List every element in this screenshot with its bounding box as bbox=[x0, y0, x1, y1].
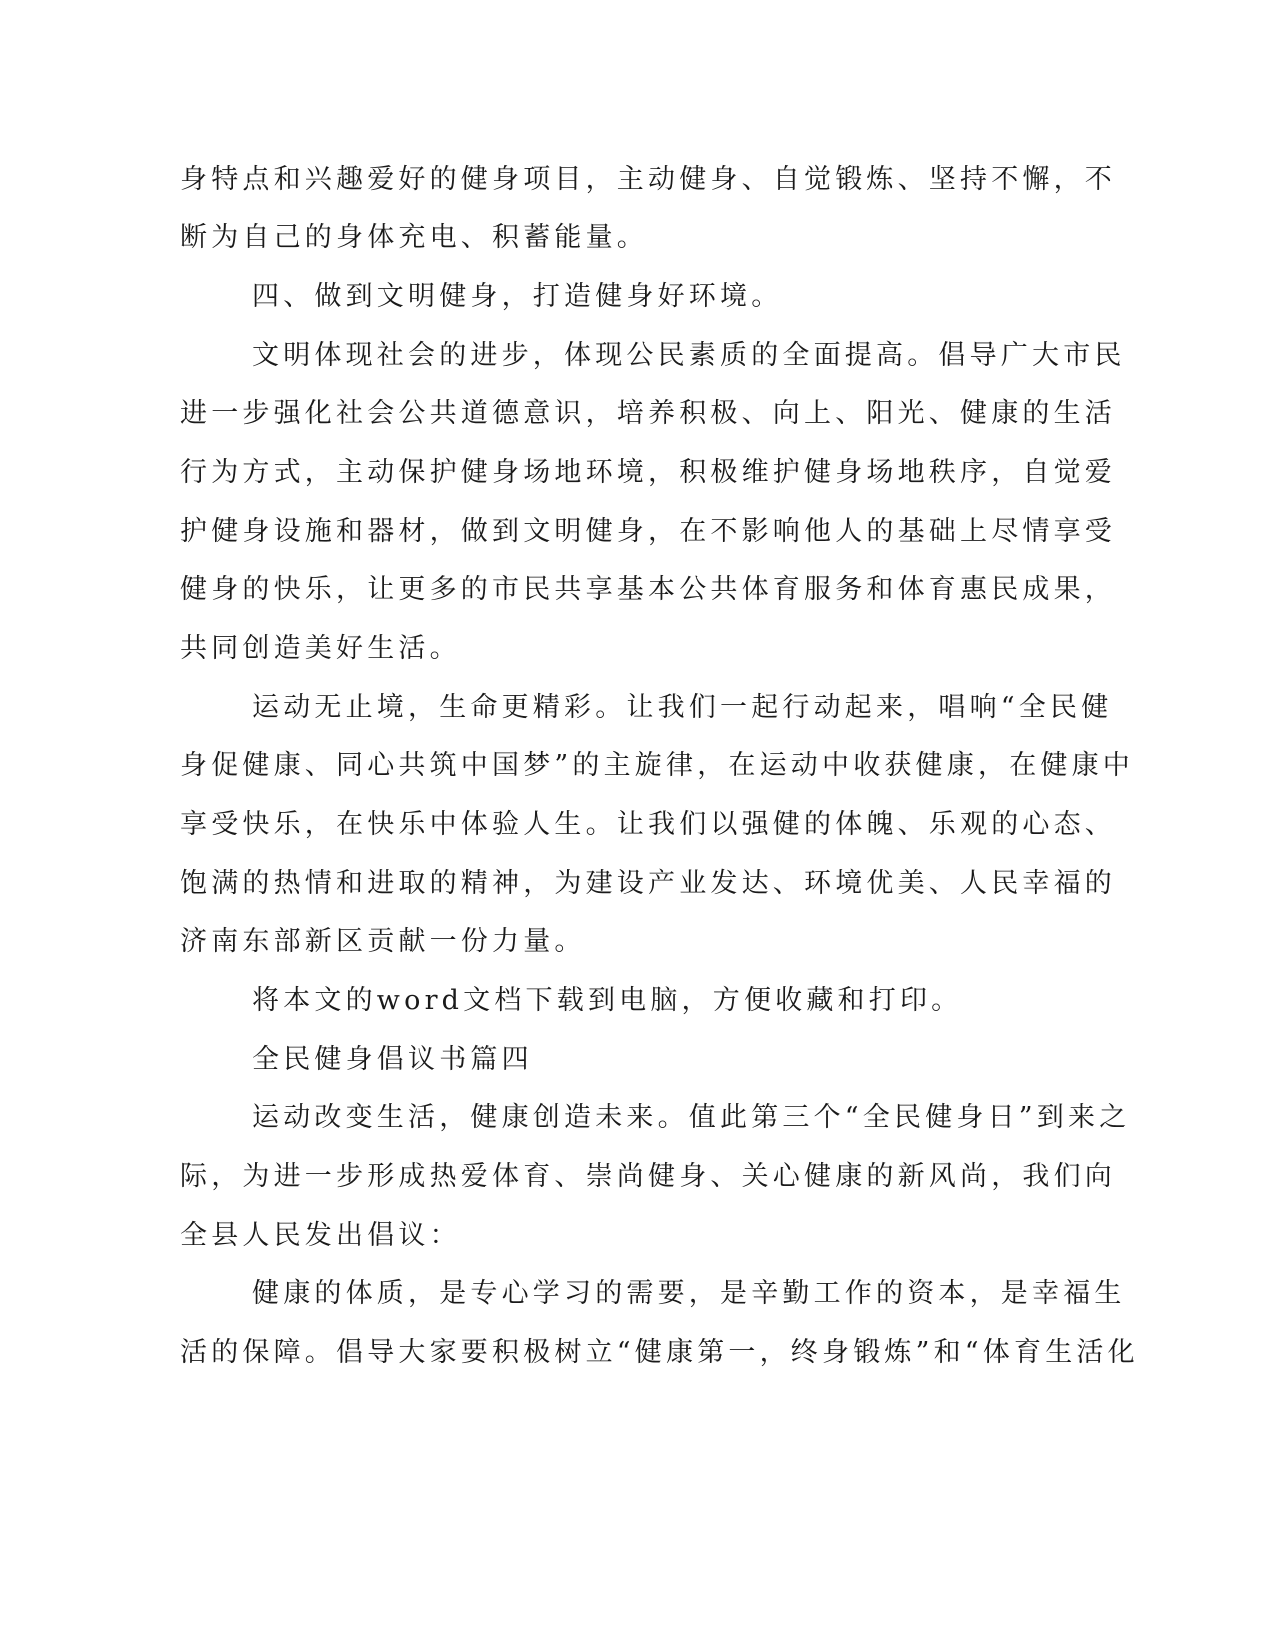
text-line: 身促健康、同心共筑中国梦”的主旋律，在运动中收获健康，在健康中 bbox=[180, 750, 1135, 781]
text-line: 进一步强化社会公共道德意识，培养积极、向上、阳光、健康的生活 bbox=[180, 398, 1116, 429]
text-line: 活的保障。倡导大家要积极树立“健康第一，终身锻炼”和“体育生活化 bbox=[180, 1337, 1139, 1368]
section-heading: 四、做到文明健身，打造健身好环境。 bbox=[252, 281, 783, 312]
text-line: 护健身设施和器材，做到文明健身，在不影响他人的基础上尽情享受 bbox=[180, 516, 1116, 547]
section-title: 全民健身倡议书篇四 bbox=[252, 1044, 533, 1075]
text-line: 身特点和兴趣爱好的健身项目，主动健身、自觉锻炼、坚持不懈，不 bbox=[180, 164, 1116, 195]
text-line: 健身的快乐，让更多的市民共享基本公共体育服务和体育惠民成果， bbox=[180, 574, 1116, 605]
text-line: 享受快乐，在快乐中体验人生。让我们以强健的体魄、乐观的心态、 bbox=[180, 809, 1116, 840]
text-line: 济南东部新区贡献一份力量。 bbox=[180, 926, 586, 957]
text-line: 饱满的热情和进取的精神，为建设产业发达、环境优美、人民幸福的 bbox=[180, 868, 1116, 899]
text-line: 健康的体质，是专心学习的需要，是辛勤工作的资本，是幸福生 bbox=[252, 1278, 1126, 1309]
text-line: 运动无止境，生命更精彩。让我们一起行动起来，唱响“全民健 bbox=[252, 692, 1113, 723]
text-line: 全县人民发出倡议： bbox=[180, 1220, 461, 1251]
text-line: 运动改变生活，健康创造未来。值此第三个“全民健身日”到来之 bbox=[252, 1102, 1131, 1133]
text-line: 文明体现社会的进步，体现公民素质的全面提高。倡导广大市民 bbox=[252, 340, 1126, 371]
text-line: 际，为进一步形成热爱体育、崇尚健身、关心健康的新风尚，我们向 bbox=[180, 1161, 1116, 1192]
text-line: 行为方式，主动保护健身场地环境，积极维护健身场地秩序，自觉爱 bbox=[180, 457, 1116, 488]
text-line: 共同创造美好生活。 bbox=[180, 633, 461, 664]
text-line: 断为自己的身体充电、积蓄能量。 bbox=[180, 222, 648, 253]
text-line: 将本文的word文档下载到电脑，方便收藏和打印。 bbox=[252, 985, 963, 1016]
